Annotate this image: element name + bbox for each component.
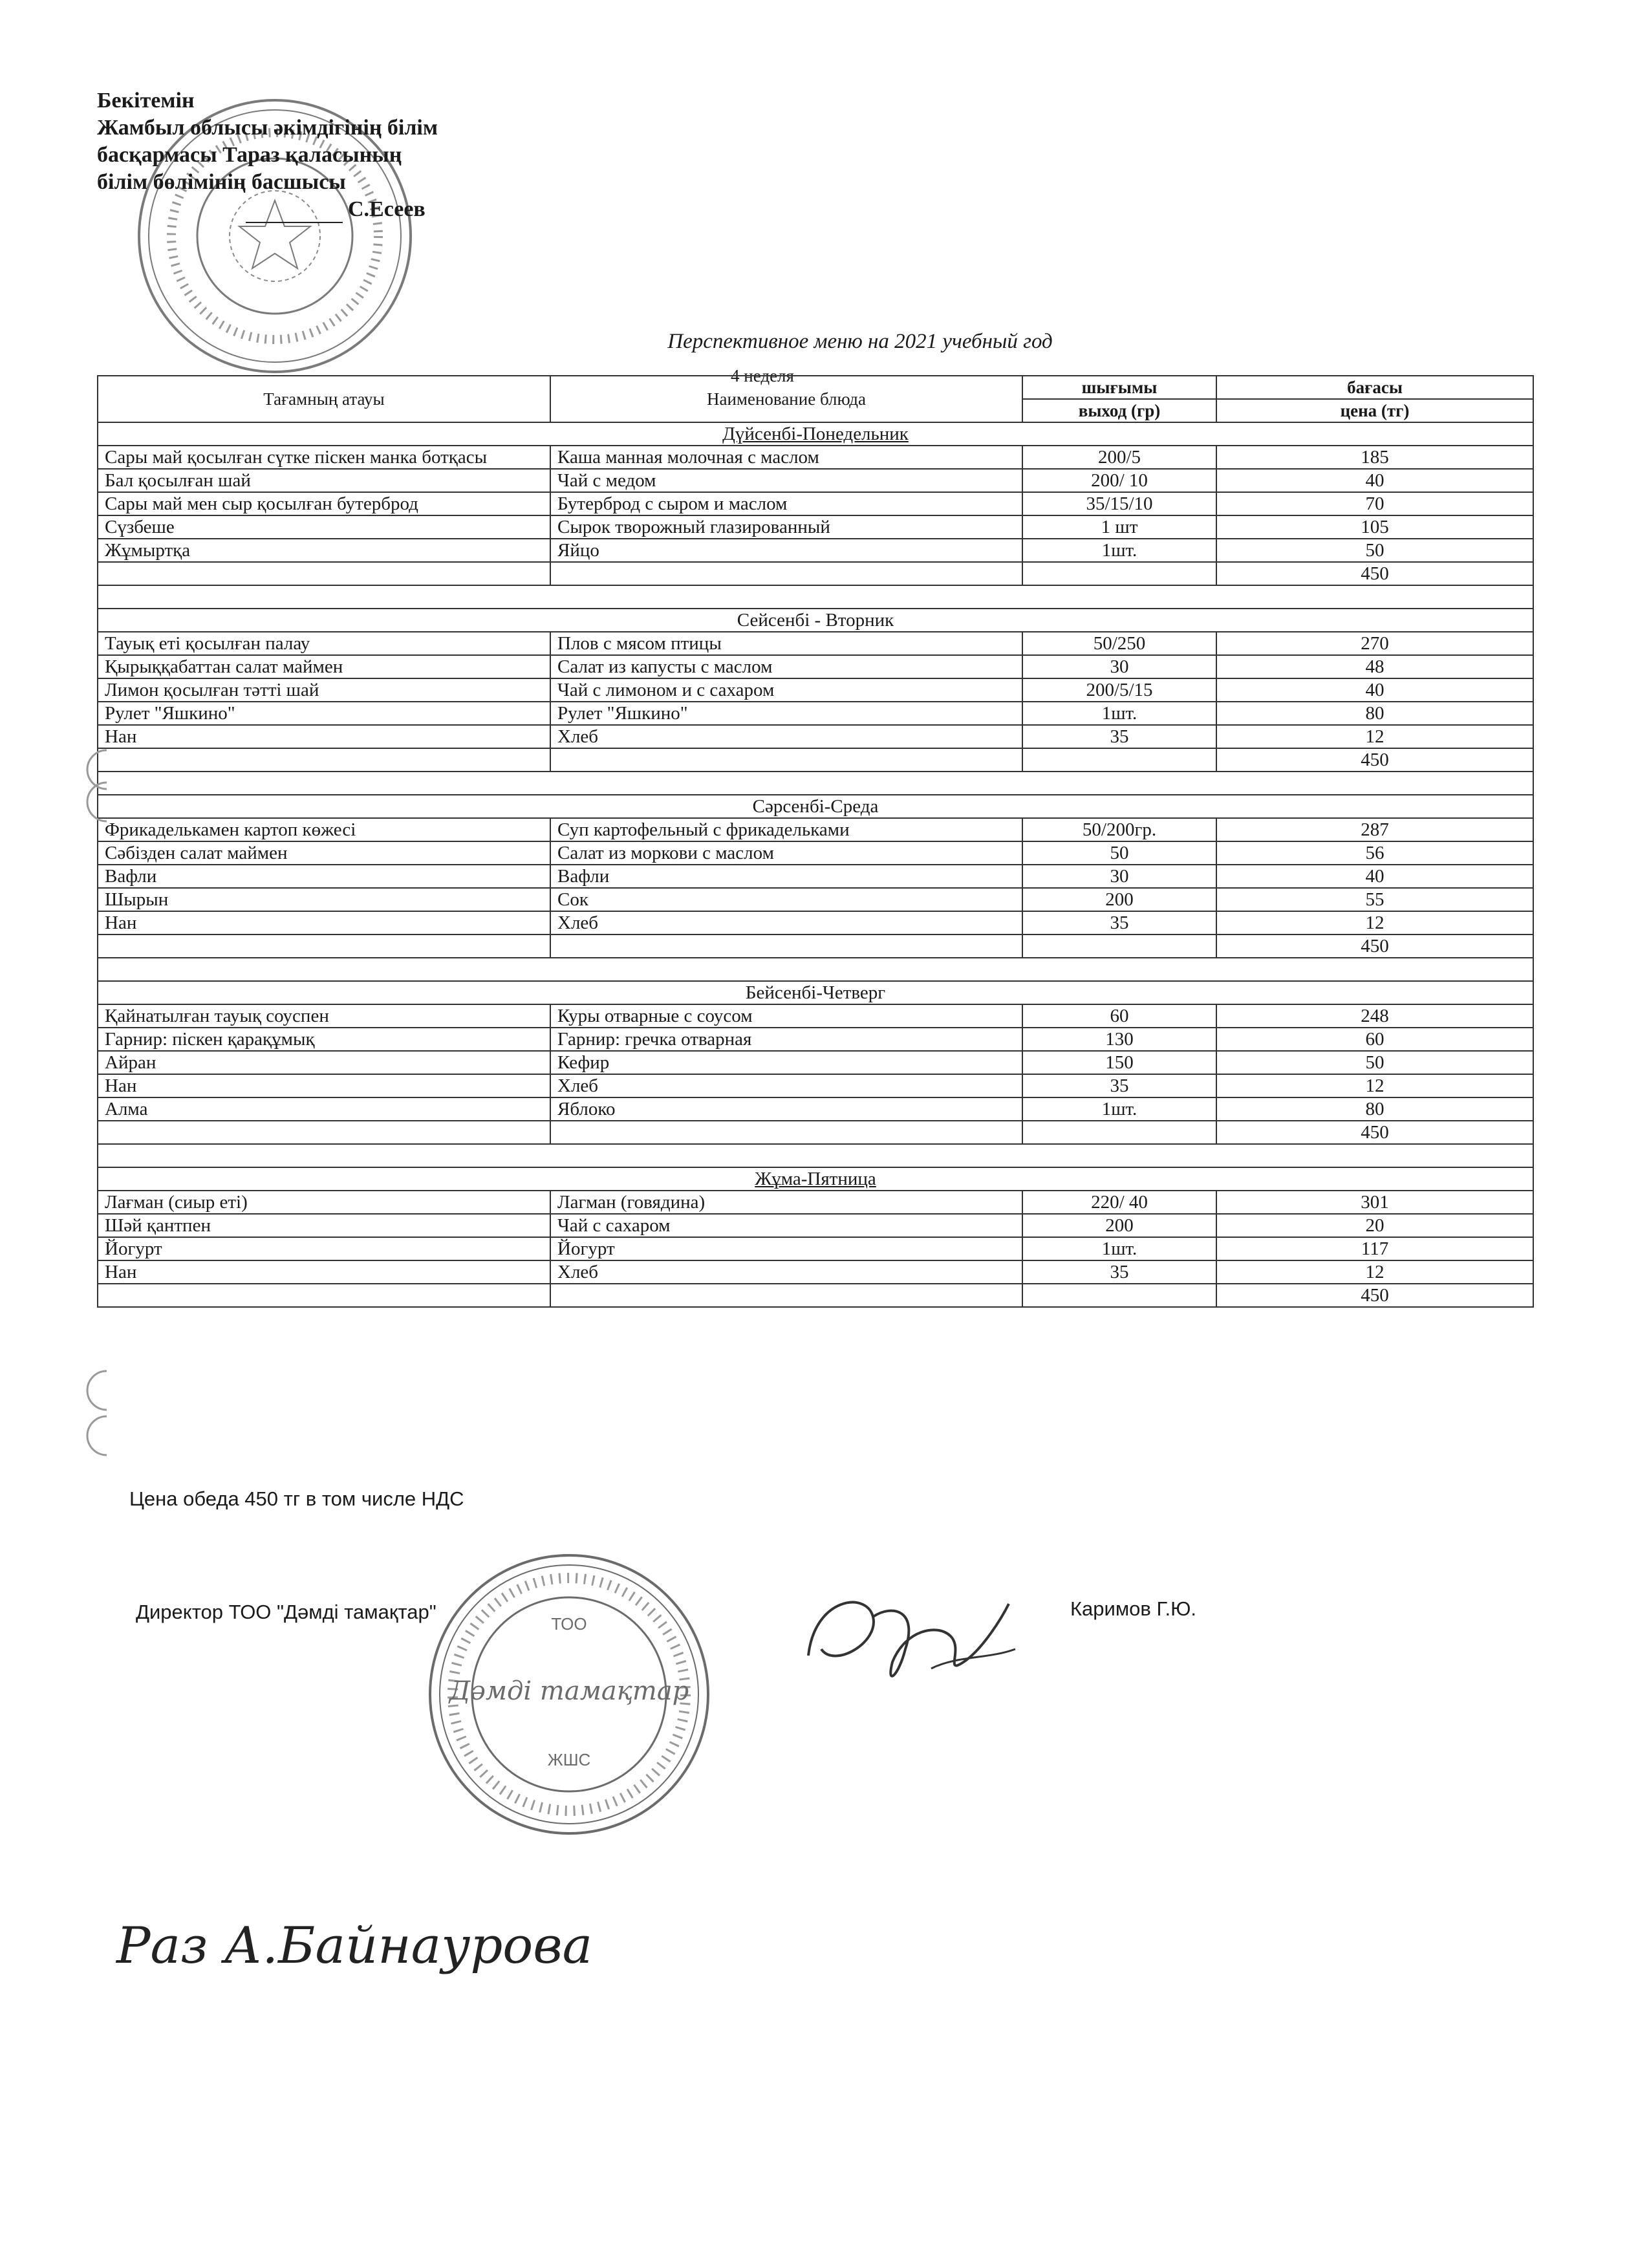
menu-row xyxy=(98,469,1533,492)
dish-name-ru: Хлеб xyxy=(550,911,1022,934)
dish-price: 12 xyxy=(1216,1260,1533,1284)
dish-name-kz: Лимон қосылған тәтті шай xyxy=(98,678,550,702)
dish-price: 70 xyxy=(1216,492,1533,515)
menu-row xyxy=(98,818,1533,841)
director-name: Каримов Г.Ю. xyxy=(1070,1597,1197,1620)
dish-price: 60 xyxy=(1216,1028,1533,1051)
dish-price: 301 xyxy=(1216,1191,1533,1214)
company-seal xyxy=(420,1546,718,1843)
dish-name-kz: Рулет "Яшкино" xyxy=(98,702,550,725)
total-empty-ru xyxy=(550,748,1022,772)
dish-output: 35 xyxy=(1022,725,1216,748)
dish-name-ru: Яйцо xyxy=(550,539,1022,562)
approval-signer: С.Есеев xyxy=(348,197,426,221)
menu-row xyxy=(98,702,1533,725)
dish-output: 35 xyxy=(1022,911,1216,934)
dish-name-kz: Гарнир: піскен қарақұмық xyxy=(98,1028,550,1051)
handwritten-note xyxy=(110,1892,692,1995)
day-name xyxy=(98,422,1533,446)
dish-name-ru: Кефир xyxy=(550,1051,1022,1074)
total-empty-ru xyxy=(550,934,1022,958)
dish-name-ru: Плов с мясом птицы xyxy=(550,632,1022,655)
spacer-cell xyxy=(98,585,1533,609)
dish-output: 35 xyxy=(1022,1260,1216,1284)
day-total-row xyxy=(98,934,1533,958)
signature-underline xyxy=(246,205,343,223)
total-empty-ru xyxy=(550,1121,1022,1144)
day-header-row xyxy=(98,422,1533,446)
approval-heading: Бекітемін xyxy=(97,89,195,113)
day-total-price: 450 xyxy=(1216,1284,1533,1307)
dish-price: 185 xyxy=(1216,446,1533,469)
menu-table xyxy=(97,375,1534,1308)
dish-price: 50 xyxy=(1216,539,1533,562)
dish-output: 50 xyxy=(1022,841,1216,865)
dish-name-kz: Тауық еті қосылған палау xyxy=(98,632,550,655)
dish-name-kz: Сары май қосылған сүтке піскен манка ботқасы xyxy=(98,446,550,469)
dish-name-ru: Суп картофельный с фрикадельками xyxy=(550,818,1022,841)
menu-row xyxy=(98,888,1533,911)
dish-output: 130 xyxy=(1022,1028,1216,1051)
dish-output: 1шт. xyxy=(1022,1097,1216,1121)
seal-org-bottom: ЖШС xyxy=(547,1750,591,1769)
total-empty-kz xyxy=(98,934,550,958)
spacer-cell xyxy=(98,772,1533,795)
total-empty-out xyxy=(1022,748,1216,772)
dish-output: 200/5/15 xyxy=(1022,678,1216,702)
menu-row xyxy=(98,725,1533,748)
day-name xyxy=(98,609,1533,632)
day-total-row xyxy=(98,562,1533,585)
dish-name-ru: Сырок творожный глазированный xyxy=(550,515,1022,539)
dish-name-ru: Каша манная молочная с маслом xyxy=(550,446,1022,469)
dish-output: 60 xyxy=(1022,1004,1216,1028)
total-empty-kz xyxy=(98,1284,550,1307)
dish-name-ru: Чай с сахаром xyxy=(550,1214,1022,1237)
header-price-ru: цена (тг) xyxy=(1216,399,1533,422)
total-empty-ru xyxy=(550,562,1022,585)
dish-name-kz: Алма xyxy=(98,1097,550,1121)
dish-output: 150 xyxy=(1022,1051,1216,1074)
dish-output: 200/ 10 xyxy=(1022,469,1216,492)
dish-name-kz: Йогурт xyxy=(98,1237,550,1260)
spacer-cell xyxy=(98,958,1533,981)
approval-line-4: білім бөлімінің басшысы xyxy=(97,170,346,194)
dish-name-kz: Нан xyxy=(98,1074,550,1097)
dish-price: 20 xyxy=(1216,1214,1533,1237)
week-label: 4 неделя xyxy=(731,366,794,385)
total-empty-out xyxy=(1022,1284,1216,1307)
day-name-text: Сейсенбі - Вторник xyxy=(737,610,894,631)
menu-table-body xyxy=(98,376,1533,1307)
spacer-cell xyxy=(98,1144,1533,1167)
dish-name-ru: Гарнир: гречка отварная xyxy=(550,1028,1022,1051)
dish-price: 50 xyxy=(1216,1051,1533,1074)
dish-output: 50/250 xyxy=(1022,632,1216,655)
dish-name-ru: Рулет "Яшкино" xyxy=(550,702,1022,725)
menu-row xyxy=(98,1260,1533,1284)
dish-name-kz: Қайнатылған тауық соуспен xyxy=(98,1004,550,1028)
menu-row xyxy=(98,1191,1533,1214)
menu-row xyxy=(98,911,1533,934)
day-total-row xyxy=(98,1121,1533,1144)
total-empty-ru xyxy=(550,1284,1022,1307)
total-empty-out xyxy=(1022,934,1216,958)
dish-name-kz: Жұмыртқа xyxy=(98,539,550,562)
dish-name-kz: Сәбізден салат маймен xyxy=(98,841,550,865)
day-name xyxy=(98,981,1533,1004)
day-name xyxy=(98,795,1533,818)
menu-row xyxy=(98,1097,1533,1121)
dish-name-kz: Айран xyxy=(98,1051,550,1074)
dish-price: 105 xyxy=(1216,515,1533,539)
menu-row xyxy=(98,655,1533,678)
menu-row xyxy=(98,492,1533,515)
day-header-row xyxy=(98,609,1533,632)
dish-name-ru: Хлеб xyxy=(550,1260,1022,1284)
menu-row xyxy=(98,1051,1533,1074)
dish-name-kz: Бал қосылған шай xyxy=(98,469,550,492)
dish-name-kz: Нан xyxy=(98,911,550,934)
dish-name-ru: Яблоко xyxy=(550,1097,1022,1121)
total-empty-kz xyxy=(98,748,550,772)
dish-price: 40 xyxy=(1216,678,1533,702)
total-empty-out xyxy=(1022,1121,1216,1144)
dish-price: 40 xyxy=(1216,469,1533,492)
dish-name-ru: Бутерброд с сыром и маслом xyxy=(550,492,1022,515)
dish-output: 200 xyxy=(1022,888,1216,911)
menu-row xyxy=(98,1028,1533,1051)
day-total-price: 450 xyxy=(1216,748,1533,772)
dish-price: 48 xyxy=(1216,655,1533,678)
dish-name-kz: Шәй қантпен xyxy=(98,1214,550,1237)
spacer-row xyxy=(98,1144,1533,1167)
dish-price: 117 xyxy=(1216,1237,1533,1260)
day-header-row xyxy=(98,1167,1533,1191)
header-output-ru: выход (гр) xyxy=(1022,399,1216,422)
menu-row xyxy=(98,1237,1533,1260)
handwritten-note-text: Раз А.Байнаурова xyxy=(116,1917,593,1975)
total-empty-out xyxy=(1022,562,1216,585)
seal-org-top: ТОО xyxy=(551,1614,587,1634)
approval-line-2: Жамбыл облысы әкімдігінің білім xyxy=(97,116,438,140)
menu-row xyxy=(98,1214,1533,1237)
menu-row xyxy=(98,1074,1533,1097)
dish-output: 200 xyxy=(1022,1214,1216,1237)
lunch-price-note: Цена обеда 450 тг в том числе НДС xyxy=(129,1487,464,1510)
dish-name-kz: Сүзбеше xyxy=(98,515,550,539)
dish-output: 35 xyxy=(1022,1074,1216,1097)
punch-holes xyxy=(61,744,139,1468)
dish-name-kz: Сары май мен сыр қосылған бутерброд xyxy=(98,492,550,515)
dish-price: 80 xyxy=(1216,1097,1533,1121)
header-output-kz: шығымы xyxy=(1022,376,1216,399)
dish-name-kz: Нан xyxy=(98,1260,550,1284)
dish-name-ru: Чай с лимоном и с сахаром xyxy=(550,678,1022,702)
dish-output: 1шт. xyxy=(1022,539,1216,562)
dish-price: 12 xyxy=(1216,725,1533,748)
dish-price: 40 xyxy=(1216,865,1533,888)
menu-row xyxy=(98,1004,1533,1028)
dish-output: 50/200гр. xyxy=(1022,818,1216,841)
spacer-row xyxy=(98,772,1533,795)
dish-output: 200/5 xyxy=(1022,446,1216,469)
dish-output: 35/15/10 xyxy=(1022,492,1216,515)
dish-price: 287 xyxy=(1216,818,1533,841)
day-total-row xyxy=(98,748,1533,772)
dish-name-kz: Вафли xyxy=(98,865,550,888)
dish-price: 56 xyxy=(1216,841,1533,865)
header-kz-name: Тағамның атауы xyxy=(98,376,550,422)
dish-name-kz: Шырын xyxy=(98,888,550,911)
menu-title-text: Перспективное меню на 2021 учебный год xyxy=(667,330,1053,353)
approval-block xyxy=(97,87,438,223)
day-total-price: 450 xyxy=(1216,562,1533,585)
menu-row xyxy=(98,841,1533,865)
dish-name-kz: Қырыққабаттан салат маймен xyxy=(98,655,550,678)
dish-name-kz: Лағман (сиыр еті) xyxy=(98,1191,550,1214)
menu-row xyxy=(98,632,1533,655)
dish-output: 1шт. xyxy=(1022,702,1216,725)
approval-line-3: басқармасы Тараз қаласының xyxy=(97,143,402,167)
dish-output: 220/ 40 xyxy=(1022,1191,1216,1214)
total-empty-kz xyxy=(98,562,550,585)
dish-output: 1 шт xyxy=(1022,515,1216,539)
dish-price: 12 xyxy=(1216,1074,1533,1097)
menu-row xyxy=(98,446,1533,469)
day-total-price: 450 xyxy=(1216,934,1533,958)
dish-output: 30 xyxy=(1022,865,1216,888)
dish-price: 248 xyxy=(1216,1004,1533,1028)
day-total-row xyxy=(98,1284,1533,1307)
dish-name-ru: Хлеб xyxy=(550,1074,1022,1097)
dish-name-kz: Фрикаделькамен картоп көжесі xyxy=(98,818,550,841)
approval-signature-line xyxy=(97,196,438,223)
menu-row xyxy=(98,539,1533,562)
day-header-row xyxy=(98,795,1533,818)
spacer-row xyxy=(98,958,1533,981)
dish-price: 55 xyxy=(1216,888,1533,911)
dish-name-ru: Вафли xyxy=(550,865,1022,888)
seal-company-name: Дәмді тамақтар xyxy=(449,1676,689,1706)
dish-output: 30 xyxy=(1022,655,1216,678)
day-name-text: Жұма-Пятница xyxy=(755,1169,876,1189)
dish-price: 270 xyxy=(1216,632,1533,655)
dish-name-ru: Куры отварные с соусом xyxy=(550,1004,1022,1028)
dish-name-ru: Сок xyxy=(550,888,1022,911)
director-label: Директор ТОО "Дәмді тамақтар" xyxy=(136,1601,436,1623)
total-empty-kz xyxy=(98,1121,550,1144)
menu-row xyxy=(98,865,1533,888)
dish-name-ru: Йогурт xyxy=(550,1237,1022,1260)
dish-name-ru: Хлеб xyxy=(550,725,1022,748)
dish-name-ru: Лагман (говядина) xyxy=(550,1191,1022,1214)
header-ru-name: Наименование блюда xyxy=(550,376,1022,422)
dish-name-ru: Салат из моркови с маслом xyxy=(550,841,1022,865)
dish-price: 80 xyxy=(1216,702,1533,725)
dish-name-kz: Нан xyxy=(98,725,550,748)
day-total-price: 450 xyxy=(1216,1121,1533,1144)
day-name xyxy=(98,1167,1533,1191)
director-signature xyxy=(795,1578,1041,1707)
dish-price: 12 xyxy=(1216,911,1533,934)
dish-output: 1шт. xyxy=(1022,1237,1216,1260)
day-name-text: Бейсенбі-Четверг xyxy=(745,982,886,1003)
menu-row xyxy=(98,678,1533,702)
dish-name-ru: Чай с медом xyxy=(550,469,1022,492)
menu-row xyxy=(98,515,1533,539)
spacer-row xyxy=(98,585,1533,609)
day-name-text: Сәрсенбі-Среда xyxy=(752,796,879,817)
header-price-kz: бағасы xyxy=(1216,376,1533,399)
day-name-text: Дүйсенбі-Понедельник xyxy=(722,424,909,444)
day-header-row xyxy=(98,981,1533,1004)
dish-name-ru: Салат из капусты с маслом xyxy=(550,655,1022,678)
